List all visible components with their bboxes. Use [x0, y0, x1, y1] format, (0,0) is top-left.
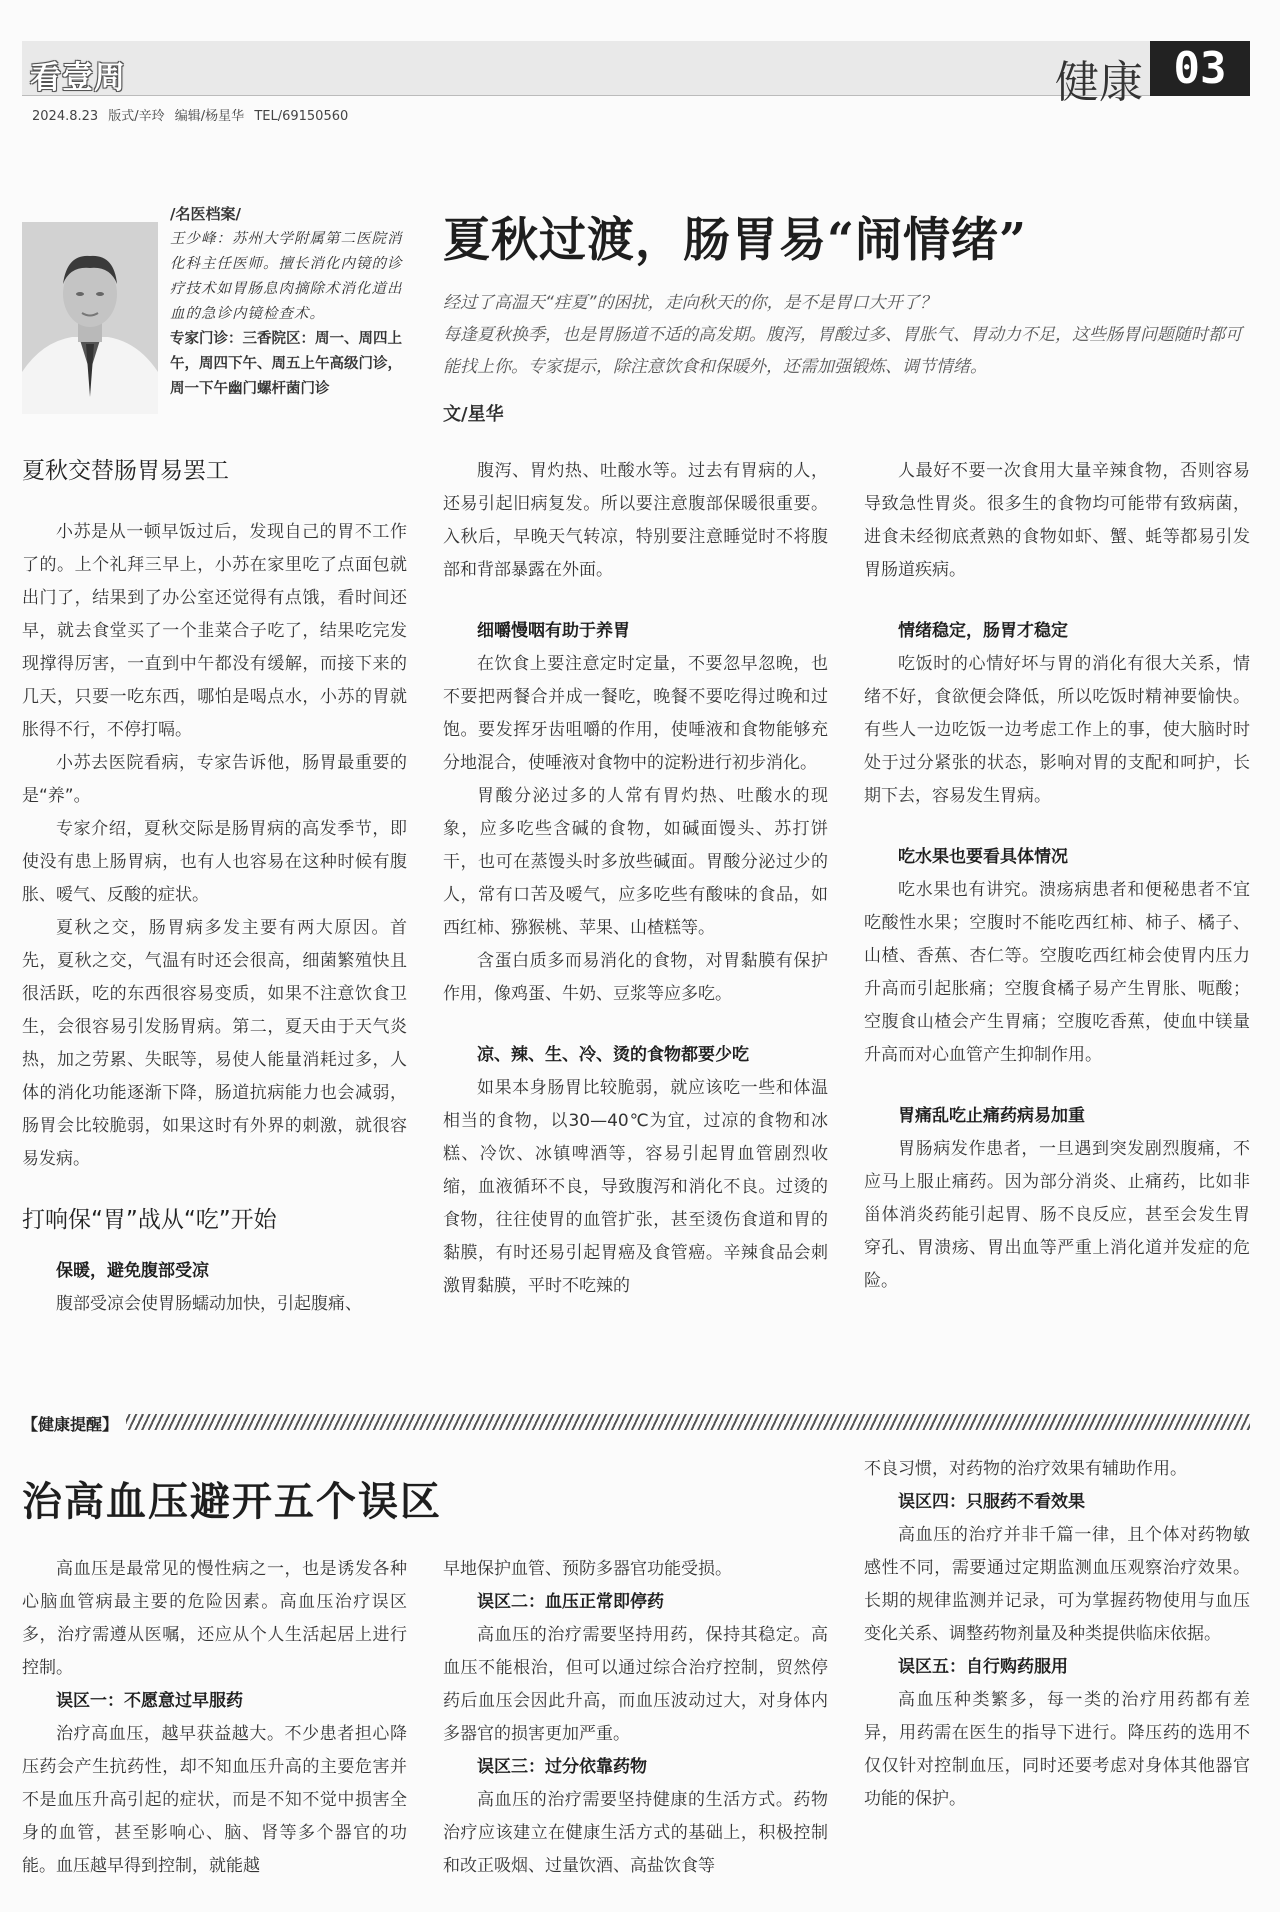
section-heading: 吃水果也要看具体情况 — [898, 847, 1068, 867]
masthead-logo: 看壹周 — [30, 60, 126, 96]
paragraph: 高血压的治疗需要坚持用药，保持其稳定。高血压不能根治，但可以通过综合治疗控制，贸然停药后血压会因此升高，而血压波动过大，对身体内多器官的损害更加严重。 — [443, 1625, 828, 1744]
paragraph: 胃肠病发作患者，一旦遇到突发剧烈腹痛，不应马上服止痛药。因为部分消炎、止痛药，比如非甾体消炎药能引起胃、肠不良反应，甚至会发生胃穿孔、胃溃疡、胃出血等严重上消化道并发症的危险。 — [864, 1139, 1250, 1291]
section-heading: 细嚼慢咽有助于养胃 — [477, 621, 630, 641]
article2-column-3 — [864, 1453, 1250, 1816]
paragraph: 吃水果也有讲究。溃疡病患者和便秘患者不宜吃酸性水果；空腹时不能吃西红柿、柿子、橘子、山楂、香蕉、杏仁等。空腹吃西红柿会使胃内压力升高而引起胀痛；空腹食橘子易产生胃胀、呃酸；空腹食山楂会产生胃痛；空腹吃香蕉，使血中镁量升高而对心血管产生抑制作用。 — [864, 880, 1250, 1065]
paragraph: 小苏去医院看病，专家告诉他，肠胃最重要的是“养”。 — [22, 753, 407, 806]
paragraph: 高血压的治疗并非千篇一律，且个体对药物敏感性不同，需要通过定期监测血压观察治疗效果。长期的规律监测并记录，可为掌握药物使用与血压变化关系、调整药物剂量及种类提供临床依据。 — [864, 1525, 1250, 1644]
paragraph: 在饮食上要注意定时定量，不要忽早忽晚，也不要把两餐合并成一餐吃，晚餐不要吃得过晚和过饱。要发挥牙齿咀嚼的作用，使唾液和食物能够充分地混合，使唾液对食物中的淀粉进行初步消化。 — [443, 654, 828, 773]
section-heading: 误区一：不愿意过早服药 — [56, 1691, 243, 1711]
issue-meta: 2024.8.23 版式/辛玲 编辑/杨星华 TEL/69150560 — [32, 109, 349, 124]
paragraph: 含蛋白质多而易消化的食物，对胃黏膜有保护作用，像鸡蛋、牛奶、豆浆等应多吃。 — [443, 951, 828, 1004]
subheading: 打响保“胃”战从“吃”开始 — [22, 1207, 277, 1233]
section-heading: 凉、辣、生、冷、烫的食物都要少吃 — [477, 1045, 749, 1065]
paragraph: 早地保护血管、预防多器官功能受损。 — [443, 1559, 732, 1579]
doctor-bio: 王少峰：苏州大学附属第二医院消化科主任医师。擅长消化内镜的诊疗技术如胃肠息肉摘除术消化道出血的急诊内镜检查术。 — [170, 231, 403, 322]
article1-column-1 — [22, 455, 407, 1321]
paragraph: 治疗高血压，越早获益越大。不少患者担心降压药会产生抗药性，却不知血压升高的主要危害并不是血压升高引起的症状，而是不知不觉中损害全身的血管，甚至影响心、脑、肾等多个器官的功能。血压越早得到控制，就能越 — [22, 1724, 407, 1876]
article1-column-2 — [443, 455, 828, 1303]
paragraph: 高血压是最常见的慢性病之一，也是诱发各种心脑血管病最主要的危险因素。高血压治疗误区多，治疗需遵从医嘱，还应从个人生活起居上进行控制。 — [22, 1559, 407, 1678]
article2-column-1 — [22, 1553, 407, 1883]
doctor-photo — [22, 222, 158, 414]
paragraph: 不良习惯，对药物的治疗效果有辅助作用。 — [864, 1459, 1187, 1479]
paragraph: 小苏是从一顿早饭过后，发现自己的胃不工作了的。上个礼拜三早上，小苏在家里吃了点面包就出门了，结果到了办公室还觉得有点饿，看时间还早，就去食堂买了一个韭菜合子吃了，结果吃完发现撑得厉害，一直到中午都没有缓解，而接下来的几天，只要一吃东西，哪怕是喝点水，小苏的胃就胀得不行，不停打嗝。 — [22, 522, 407, 740]
section-heading: 误区二：血压正常即停药 — [477, 1592, 664, 1612]
section-title: 健康 — [1055, 57, 1143, 108]
section-heading: 误区五：自行购药服用 — [898, 1657, 1068, 1677]
article-headline: 夏秋过渡，肠胃易“闹情绪” — [443, 213, 1028, 268]
reminder-divider — [122, 1414, 1250, 1430]
article2-headline: 治高血压避开五个误区 — [22, 1478, 442, 1525]
paragraph: 吃饭时的心情好坏与胃的消化有很大关系，情绪不好，食欲便会降低，所以吃饭时精神要愉快。有些人一边吃饭一边考虑工作上的事，使大脑时时处于过分紧张的状态，影响对胃的支配和呵护，长期下去，容易发生胃病。 — [864, 654, 1250, 806]
paragraph: 胃酸分泌过多的人常有胃灼热、吐酸水的现象，应多吃些含碱的食物，如碱面馒头、苏打饼干，也可在蒸馒头时多放些碱面。胃酸分泌过少的人，常有口苦及嗳气，应多吃些有酸味的食品，如西红柿、猕猴桃、苹果、山楂糕等。 — [443, 786, 828, 938]
page-number: 03 — [1150, 41, 1250, 96]
doctor-clinic-hours: 专家门诊：三香院区：周一、周四上午，周四下午、周五上午高级门诊，周一下午幽门螺杆菌门诊 — [170, 331, 402, 397]
subheading: 夏秋交替肠胃易罢工 — [22, 458, 229, 484]
byline: 文/星华 — [443, 404, 504, 425]
section-heading: 保暖，避免腹部受凉 — [56, 1261, 209, 1281]
lead-line-1: 经过了高温天“疰夏”的困扰，走向秋天的你，是不是胃口大开了？ — [443, 293, 937, 313]
section-heading: 情绪稳定，肠胃才稳定 — [898, 621, 1068, 641]
article1-column-3 — [864, 455, 1250, 1298]
doctor-profile — [170, 202, 410, 402]
paragraph: 腹部受凉会使胃肠蠕动加快，引起腹痛、 — [56, 1294, 362, 1314]
paragraph: 人最好不要一次食用大量辛辣食物，否则容易导致急性胃炎。很多生的食物均可能带有致病菌，进食未经彻底煮熟的食物如虾、蟹、蚝等都易引发胃肠道疾病。 — [864, 461, 1250, 580]
paragraph: 如果本身肠胃比较脆弱，就应该吃一些和体温相当的食物，以30—40℃为宜，过凉的食物和冰糕、冷饮、冰镇啤酒等，容易引起胃血管剧烈收缩，血液循环不良，导致腹泻和消化不良。过烫的食物，往往使胃的血管扩张，甚至烫伤食道和胃的黏膜，有时还易引起胃癌及食管癌。辛辣食品会刺激胃黏膜，平时不吃辣的 — [443, 1078, 828, 1296]
article2-column-2 — [443, 1553, 828, 1883]
profile-tag: /名医档案/ — [170, 205, 241, 223]
paragraph: 夏秋之交，肠胃病多发主要有两大原因。首先，夏秋之交，气温有时还会很高，细菌繁殖快且很活跃，吃的东西很容易变质，如果不注意饮食卫生，会很容易引发肠胃病。第二，夏天由于天气炎热，加之劳累、失眠等，易使人能量消耗过多，人体的消化功能逐渐下降，肠道抗病能力也会减弱，肠胃会比较脆弱，如果这时有外界的刺激，就很容易发病。 — [22, 918, 407, 1169]
paragraph: 专家介绍，夏秋交际是肠胃病的高发季节，即使没有患上肠胃病，也有人也容易在这种时候有腹胀、嗳气、反酸的症状。 — [22, 819, 407, 905]
paragraph: 高血压种类繁多，每一类的治疗用药都有差异，用药需在医生的指导下进行。降压药的选用不仅仅针对控制血压，同时还要考虑对身体其他器官功能的保护。 — [864, 1690, 1250, 1809]
lead-line-2: 每逢夏秋换季，也是胃肠道不适的高发期。腹泻，胃酸过多、胃胀气、胃动力不足，这些肠胃问题随时都可能找上你。专家提示，除注意饮食和保暖外，还需加强锻炼、调节情绪。 — [443, 325, 1242, 377]
reminder-label: 【健康提醒】 — [22, 1412, 126, 1435]
section-heading: 胃痛乱吃止痛药病易加重 — [898, 1106, 1085, 1126]
paragraph: 高血压的治疗需要坚持健康的生活方式。药物治疗应该建立在健康生活方式的基础上，积极控制和改正吸烟、过量饮酒、高盐饮食等 — [443, 1790, 828, 1876]
article-lead — [443, 287, 1253, 383]
section-heading: 误区三：过分依靠药物 — [477, 1757, 647, 1777]
paragraph: 腹泻、胃灼热、吐酸水等。过去有胃病的人，还易引起旧病复发。所以要注意腹部保暖很重要。入秋后，早晚天气转凉，特别要注意睡觉时不将腹部和背部暴露在外面。 — [443, 461, 828, 580]
section-heading: 误区四：只服药不看效果 — [898, 1492, 1085, 1512]
